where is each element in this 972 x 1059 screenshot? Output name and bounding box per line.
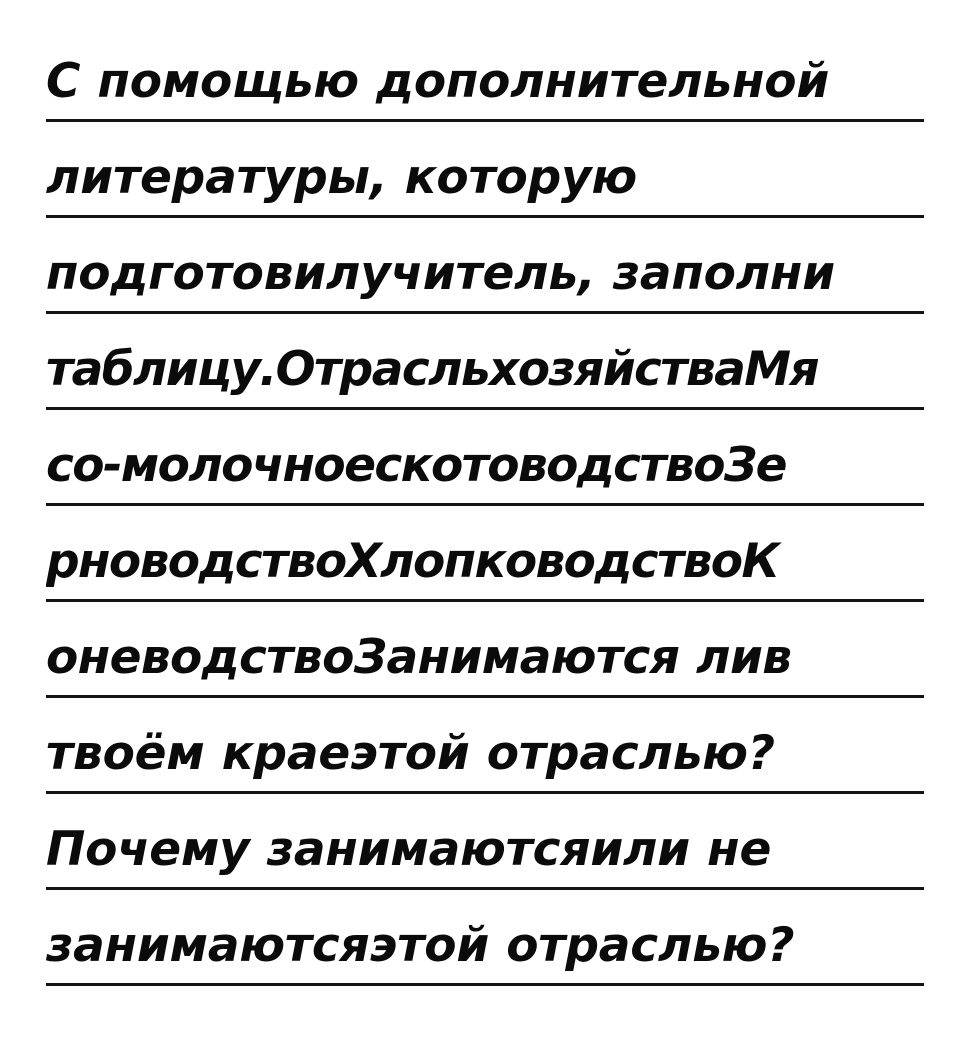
document-text-block <box>46 26 944 986</box>
text-line <box>46 602 924 698</box>
text-line-content: оневодствоЗанимаются лив <box>46 630 792 685</box>
text-line-content: рноводствоХлопководствоК <box>46 534 779 589</box>
text-line-content: твоём краеэтой отраслью? <box>46 726 775 781</box>
text-line-content: литературы, которую <box>46 150 637 205</box>
text-line-content: со-молочноескотоводствоЗе <box>46 438 786 493</box>
text-line <box>46 794 924 890</box>
text-line <box>46 410 924 506</box>
text-line <box>46 26 924 122</box>
text-line <box>46 218 924 314</box>
text-line-content: С помощью дополнительной <box>46 54 830 109</box>
text-line <box>46 122 924 218</box>
text-line <box>46 698 924 794</box>
text-line-content: Почему занимаютсяили не <box>46 822 772 877</box>
text-line <box>46 314 924 410</box>
text-line <box>46 890 924 986</box>
text-line-content: таблицу.ОтрасльхозяйстваМя <box>46 342 818 397</box>
text-line-content: занимаютсяэтой отраслью? <box>46 918 795 973</box>
text-line-content: подготовилучитель, заполни <box>46 246 835 301</box>
text-line <box>46 506 924 602</box>
